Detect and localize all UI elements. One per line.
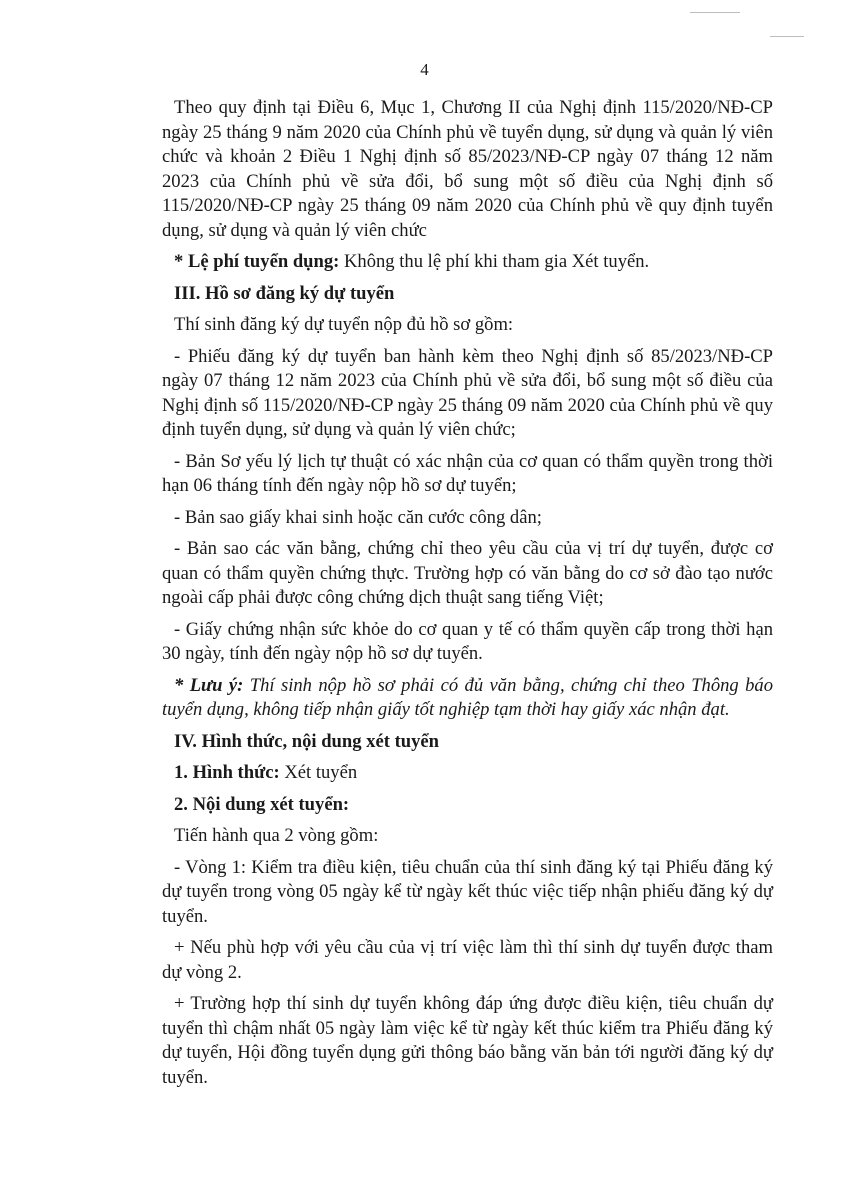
document-item-3: - Bản sao giấy khai sinh hoặc căn cước công dân; xyxy=(174,506,542,528)
fee-label: * Lệ phí tuyển dụng: xyxy=(174,251,340,272)
note-paragraph xyxy=(162,674,773,723)
note-label: * Lưu ý: xyxy=(174,674,244,696)
page-number: 4 xyxy=(420,60,429,79)
document-item-1: - Phiếu đăng ký dự tuyển ban hành kèm theo Nghị định số 85/2023/NĐ-CP ngày 07 tháng 12 năm 2023 của Chính phủ về sửa đổi, bổ sung một số điều của Nghị định số 115/2020/NĐ-CP ngày 25 tháng 09 năm 2020 của Chính phủ về quy định tuyển dụng, sử dụng và quản lý viên chức; xyxy=(162,345,773,440)
form-label: 1. Hình thức: xyxy=(174,762,280,783)
scan-artifact-right xyxy=(770,36,804,37)
section-3-heading: III. Hồ sơ đăng ký dự tuyển xyxy=(174,282,395,304)
document-item-5: - Giấy chứng nhận sức khỏe do cơ quan y tế có thẩm quyền cấp trong thời hạn 30 ngày, tính đến ngày nộp hồ sơ dự tuyển. xyxy=(162,618,773,664)
legal-basis-paragraph: Theo quy định tại Điều 6, Mục 1, Chương II của Nghị định 115/2020/NĐ-CP ngày 25 tháng 9 năm 2020 của Chính phủ về tuyển dụng, sử dụng và quản lý viên chức và khoản 2 Điều 1 Nghị định số 85/2023/NĐ-CP ngày 07 tháng 12 năm 2023 của Chính phủ về sửa đổi, bổ sung một số điều của Nghị định số 115/2020/NĐ-CP ngày 25 tháng 09 năm 2020 của Chính phủ về quy định tuyển dụng, sử dụng và quản lý viên chức xyxy=(162,97,773,241)
content-heading: 2. Nội dung xét tuyển: xyxy=(174,793,350,815)
round-1-fail-paragraph: + Trường hợp thí sinh dự tuyển không đáp ứng được điều kiện, tiêu chuẩn dự tuyển thì chậm nhất 05 ngày làm việc kể từ ngày kết thúc kiểm tra Phiếu đăng ký dự tuyển, Hội đồng tuyển dụng gửi thông báo bằng văn bản tới người đăng ký dự tuyển. xyxy=(162,993,773,1088)
note-text: Thí sinh nộp hồ sơ phải có đủ văn bằng, chứng chỉ theo Thông báo tuyển dụng, không tiếp nhận giấy tốt nghiệp tạm thời hay giấy xác nhận đạt. xyxy=(162,674,773,720)
fee-text: Không thu lệ phí khi tham gia Xét tuyển. xyxy=(339,251,650,272)
scan-artifact-top xyxy=(690,12,740,13)
rounds-intro: Tiến hành qua 2 vòng gồm: xyxy=(174,825,379,846)
document-body xyxy=(162,96,773,1097)
documents-intro: Thí sinh đăng ký dự tuyển nộp đủ hồ sơ gồm: xyxy=(174,314,514,335)
document-item-4: - Bản sao các văn bằng, chứng chỉ theo yêu cầu của vị trí dự tuyển, được cơ quan có thẩm quyền chứng thực. Trường hợp có văn bằng do cơ sở đào tạo nước ngoài cấp phải được công chứng dịch thuật sang tiếng Việt; xyxy=(162,538,773,608)
document-item-2: - Bản Sơ yếu lý lịch tự thuật có xác nhận của cơ quan có thẩm quyền trong thời hạn 06 tháng tính đến ngày nộp hồ sơ dự tuyển; xyxy=(162,450,773,496)
round-1-paragraph: - Vòng 1: Kiểm tra điều kiện, tiêu chuẩn của thí sinh đăng ký tại Phiếu đăng ký dự tuyển trong vòng 05 ngày kể từ ngày kết thúc việc tiếp nhận phiếu đăng ký dự tuyển. xyxy=(162,856,773,927)
form-text: Xét tuyển xyxy=(279,762,358,783)
form-paragraph xyxy=(162,761,773,786)
round-1-pass-paragraph: + Nếu phù hợp với yêu cầu của vị trí việc làm thì thí sinh dự tuyển được tham dự vòng 2. xyxy=(162,937,773,983)
fee-paragraph xyxy=(162,250,773,275)
section-4-heading: IV. Hình thức, nội dung xét tuyển xyxy=(174,730,439,752)
